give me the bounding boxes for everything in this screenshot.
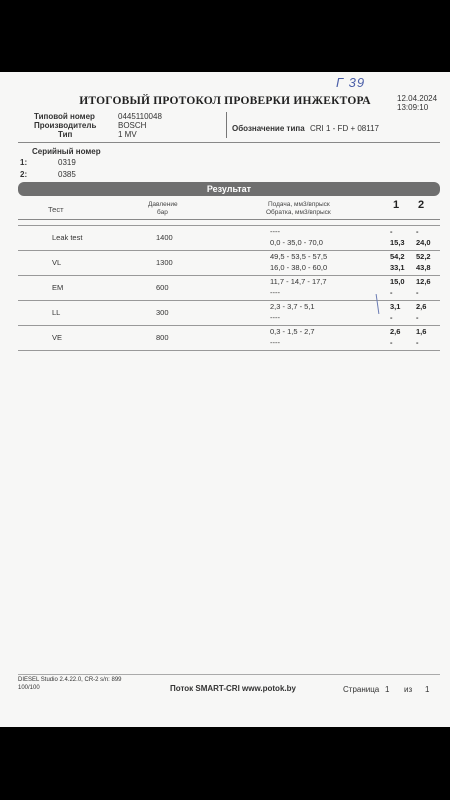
row-pressure: 1400 [156,233,173,242]
footer-software: DIESEL Studio 2.4.22.0, CR-2 s/n: 899 [18,677,122,683]
result-label: Результат [206,184,252,194]
header-separator [18,219,440,220]
row-supply-range: 49,5 - 53,5 - 57,5 [270,252,328,261]
row-supply-range: 0,3 - 1,5 - 2,7 [270,327,315,336]
row-return-range: ---- [270,338,280,347]
designation-label: Обозначение типа [232,124,305,133]
table-row [18,250,440,276]
row-inj1-return: - [390,338,393,347]
page-title: ИТОГОВЫЙ ПРОТОКОЛ ПРОВЕРКИ ИНЖЕКТОРА [79,95,371,107]
row-test-name: VL [52,258,62,267]
result-header-bar [18,182,440,196]
page-total: 1 [425,685,430,694]
col-test-header: Тест [48,205,64,214]
col-injector-1-header: 1 [393,199,400,211]
row-inj1-return: - [390,313,393,322]
designation-value: CRI 1 - FD + 08117 [310,124,379,133]
type-number-label: Типовой номер [34,112,95,121]
serial-index-2: 2: [20,170,28,179]
row-return-range: 16,0 - 38,0 - 60,0 [270,263,328,272]
report-date: 12.04.2024 [397,94,438,103]
of-label: из [404,685,413,694]
row-inj2-supply: - [416,227,419,236]
type-number-value: 0445110048 [118,112,162,121]
row-inj1-return: - [390,288,393,297]
row-inj1-supply: 54,2 [390,252,405,261]
row-inj2-return: 24,0 [416,238,431,247]
row-supply-range: ---- [270,227,280,236]
row-test-name: VE [52,333,63,342]
table-row [18,325,440,351]
footer-brand: Поток SMART-CRI www.potok.by [170,684,296,693]
row-supply-range: 11,7 - 14,7 - 17,7 [270,277,327,286]
row-pressure: 600 [156,283,169,292]
page-label: Страница [343,685,380,694]
serial-value-1: 0319 [58,158,76,167]
row-inj2-supply: 1,6 [416,327,427,336]
row-pressure: 300 [156,308,169,317]
manufacturer-value: BOSCH [118,121,147,130]
manufacturer-label: Производитель [34,121,97,130]
row-return-range: ---- [270,288,280,297]
info-separator [18,142,440,143]
row-inj2-supply: 2,6 [416,302,427,311]
row-inj1-supply: 15,0 [390,277,405,286]
row-inj2-supply: 52,2 [416,252,431,261]
report-time: 13:09:10 [397,103,429,112]
row-inj2-return: - [416,288,419,297]
row-test-name: Leak test [52,233,83,242]
footer-ratio: 100/100 [18,685,40,691]
row-inj1-supply: 2,6 [390,327,401,336]
handwritten-note: Г 39 [336,75,366,90]
row-test-name: LL [52,308,61,317]
row-pressure: 1300 [156,258,173,267]
row-supply-range: 2,3 - 3,7 - 5,1 [270,302,315,311]
serial-value-2: 0385 [58,170,76,179]
serial-index-1: 1: [20,158,28,167]
col-pressure-unit: бар [157,209,168,216]
row-inj1-return: 15,3 [390,238,405,247]
row-inj2-return: - [416,313,419,322]
footer-separator [18,674,440,675]
row-inj1-return: 33,1 [390,263,405,272]
info-divider [226,112,227,138]
protocol-sheet [0,72,450,727]
col-supply-header: Подача, мм3/впрыск [268,201,330,208]
col-injector-2-header: 2 [418,199,425,211]
row-inj1-supply: - [390,227,393,236]
row-return-range: 0,0 - 35,0 - 70,0 [270,238,323,247]
row-inj2-return: - [416,338,419,347]
type-value: 1 MV [118,130,137,139]
serial-label: Серийный номер [32,147,101,156]
row-inj2-return: 43,8 [416,263,431,272]
type-label: Тип [58,130,73,139]
page-number: 1 [385,685,390,694]
row-inj1-supply: 3,1 [390,302,401,311]
col-return-header: Обратка, мм3/впрыск [266,209,331,216]
row-return-range: ---- [270,313,280,322]
col-pressure-header: Давление [148,201,178,208]
row-test-name: EM [52,283,64,292]
row-inj2-supply: 12,6 [416,277,431,286]
row-pressure: 800 [156,333,169,342]
